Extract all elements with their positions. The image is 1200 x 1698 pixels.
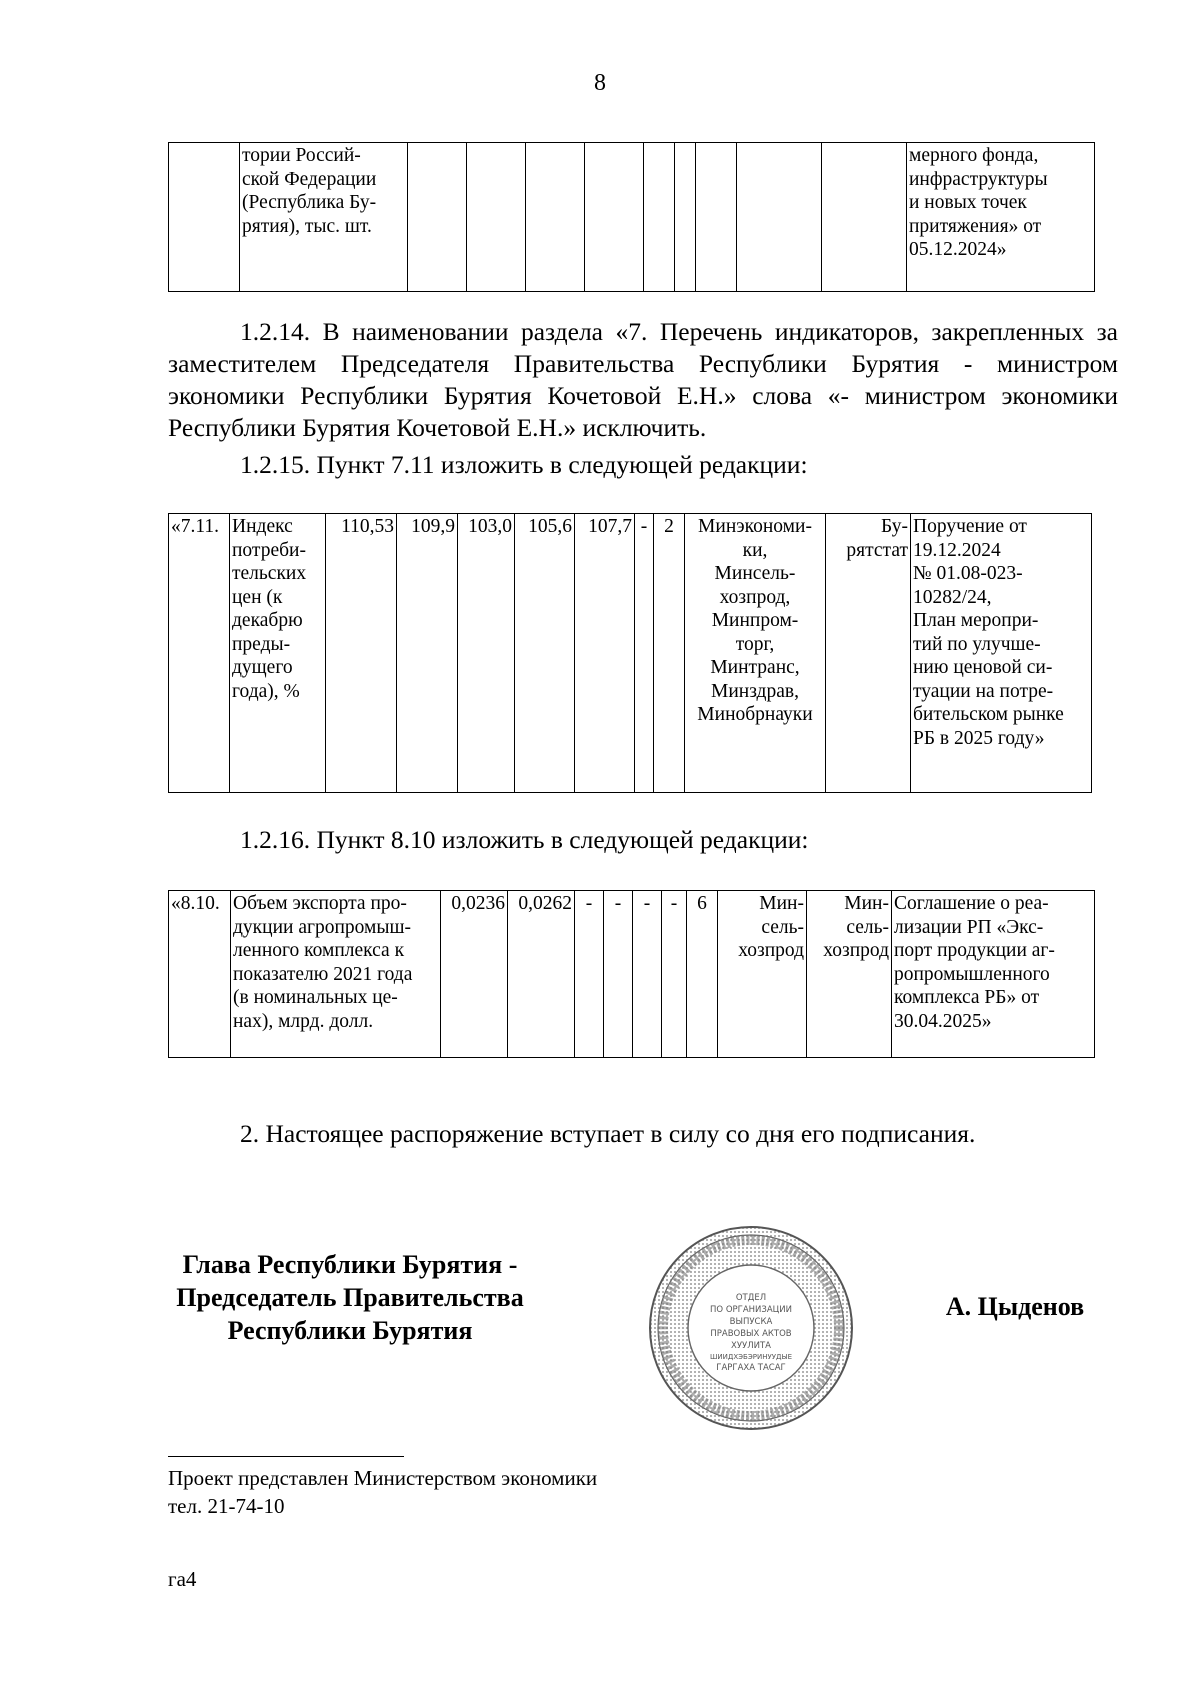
cell-num: «7.11. xyxy=(169,514,230,793)
svg-text:ГАРГАХА ТАСАГ: ГАРГАХА ТАСАГ xyxy=(716,1363,786,1373)
signature-title xyxy=(150,1248,550,1347)
cell-value: 109,9 xyxy=(397,514,458,793)
table-row xyxy=(169,891,1095,1058)
cell-empty xyxy=(526,143,585,292)
cell-value: - xyxy=(662,891,687,1058)
svg-text:ХУУЛИТА: ХУУЛИТА xyxy=(731,1341,771,1351)
cell-basis: Соглашение о реа- лизации РП «Экс- порт продукции аг- ропромышленного комплекса РБ» от 30.04.2025» xyxy=(892,891,1095,1058)
cell-responsible: Мин- сель- хозпрод xyxy=(718,891,807,1058)
cell-source: Мин- сель- хозпрод xyxy=(807,891,892,1058)
cell-value: 103,0 xyxy=(458,514,515,793)
table-row xyxy=(169,143,1095,292)
cell-value: 105,6 xyxy=(515,514,575,793)
signatory-name: А. Цыденов xyxy=(945,1292,1085,1321)
signature-title-line: Республики Бурятия xyxy=(227,1316,473,1345)
cell-empty xyxy=(737,143,822,292)
document-code: га4 xyxy=(168,1567,197,1591)
cell-responsible: Минэкономи- ки, Минсель- хозпрод, Минпром- торг, Минтранс, Минздрав, Минобрнауки xyxy=(685,514,826,793)
cell-source: Бу- рятстат xyxy=(826,514,911,793)
cell-value: 0,0262 xyxy=(508,891,575,1058)
page-number: 8 xyxy=(594,70,606,96)
table-8-10 xyxy=(168,890,1095,1058)
paragraph-1-2-16: 1.2.16. Пункт 8.10 изложить в следующей редакции: xyxy=(240,825,809,854)
cell-value: - xyxy=(604,891,633,1058)
cell-indicator-name: Индекс потреби- тельских цен (к декабрю преды- дущего года), % xyxy=(230,514,326,793)
cell-empty xyxy=(467,143,526,292)
table-7-11 xyxy=(168,513,1092,793)
svg-text:ВЫПУСКА: ВЫПУСКА xyxy=(729,1317,773,1327)
cell-basis: Поручение от 19.12.2024 № 01.08-023- 10282/24, План меропри- тий по улучше- нию ценовой си- туации на потре- бительском рынке РБ в 2025 году» xyxy=(911,514,1092,793)
cell-value: 2 xyxy=(654,514,685,793)
svg-text:ОТДЕЛ: ОТДЕЛ xyxy=(735,1293,767,1303)
cell-basis: мерного фонда, инфраструктуры и новых точек притяжения» от 05.12.2024» xyxy=(907,143,1095,292)
cell-empty xyxy=(585,143,644,292)
cell-indicator-name: тории Россий- ской Федерации (Республика Бу- рятия), тыс. шт. xyxy=(240,143,408,292)
paragraph-1-2-14: 1.2.14. В наименовании раздела «7. Перечень индикаторов, закрепленных за заместителем Председателя Правительства Республики Бурятия - министром экономики Республики Бурятия Кочетовой Е.Н.» слова «- министром экономики Республики Бурятия Кочетовой Е.Н.» исключить. xyxy=(168,317,1118,442)
cell-empty xyxy=(408,143,467,292)
footnote-author: Проект представлен Министерством экономики xyxy=(168,1466,598,1490)
signature-title-line: Глава Республики Бурятия - xyxy=(182,1250,518,1279)
cell-value: - xyxy=(575,891,604,1058)
svg-text:ШИИДХЭБЭРИНУУДЫЕ: ШИИДХЭБЭРИНУУДЫЕ xyxy=(709,1353,793,1361)
svg-text:ПРАВОВЫХ АКТОВ: ПРАВОВЫХ АКТОВ xyxy=(710,1329,792,1339)
cell-value: 107,7 xyxy=(575,514,635,793)
cell-indicator-name: Объем экспорта про- дукции агропромыш- ленного комплекса к показателю 2021 года (в номинальных це- нах), млрд. долл. xyxy=(231,891,441,1058)
table-row xyxy=(169,514,1092,793)
cell-value: 110,53 xyxy=(326,514,397,793)
cell-empty xyxy=(675,143,696,292)
cell-num: «8.10. xyxy=(169,891,231,1058)
table-continuation xyxy=(168,142,1095,292)
cell-value: 0,0236 xyxy=(441,891,508,1058)
svg-text:ПО ОРГАНИЗАЦИИ: ПО ОРГАНИЗАЦИИ xyxy=(710,1305,792,1315)
footnote-phone: тел. 21-74-10 xyxy=(168,1494,285,1518)
cell-empty xyxy=(696,143,737,292)
paragraph-1-2-15: 1.2.15. Пункт 7.11 изложить в следующей редакции: xyxy=(240,450,808,479)
official-stamp-icon xyxy=(645,1222,857,1434)
cell-value: - xyxy=(633,891,662,1058)
footnote-divider xyxy=(168,1456,404,1457)
cell-empty xyxy=(822,143,907,292)
cell-num xyxy=(169,143,240,292)
paragraph-2: 2. Настоящее распоряжение вступает в силу со дня его подписания. xyxy=(240,1119,976,1148)
signature-title-line: Председатель Правительства xyxy=(176,1283,524,1312)
cell-value: 6 xyxy=(687,891,718,1058)
cell-value: - xyxy=(635,514,654,793)
cell-empty xyxy=(644,143,675,292)
